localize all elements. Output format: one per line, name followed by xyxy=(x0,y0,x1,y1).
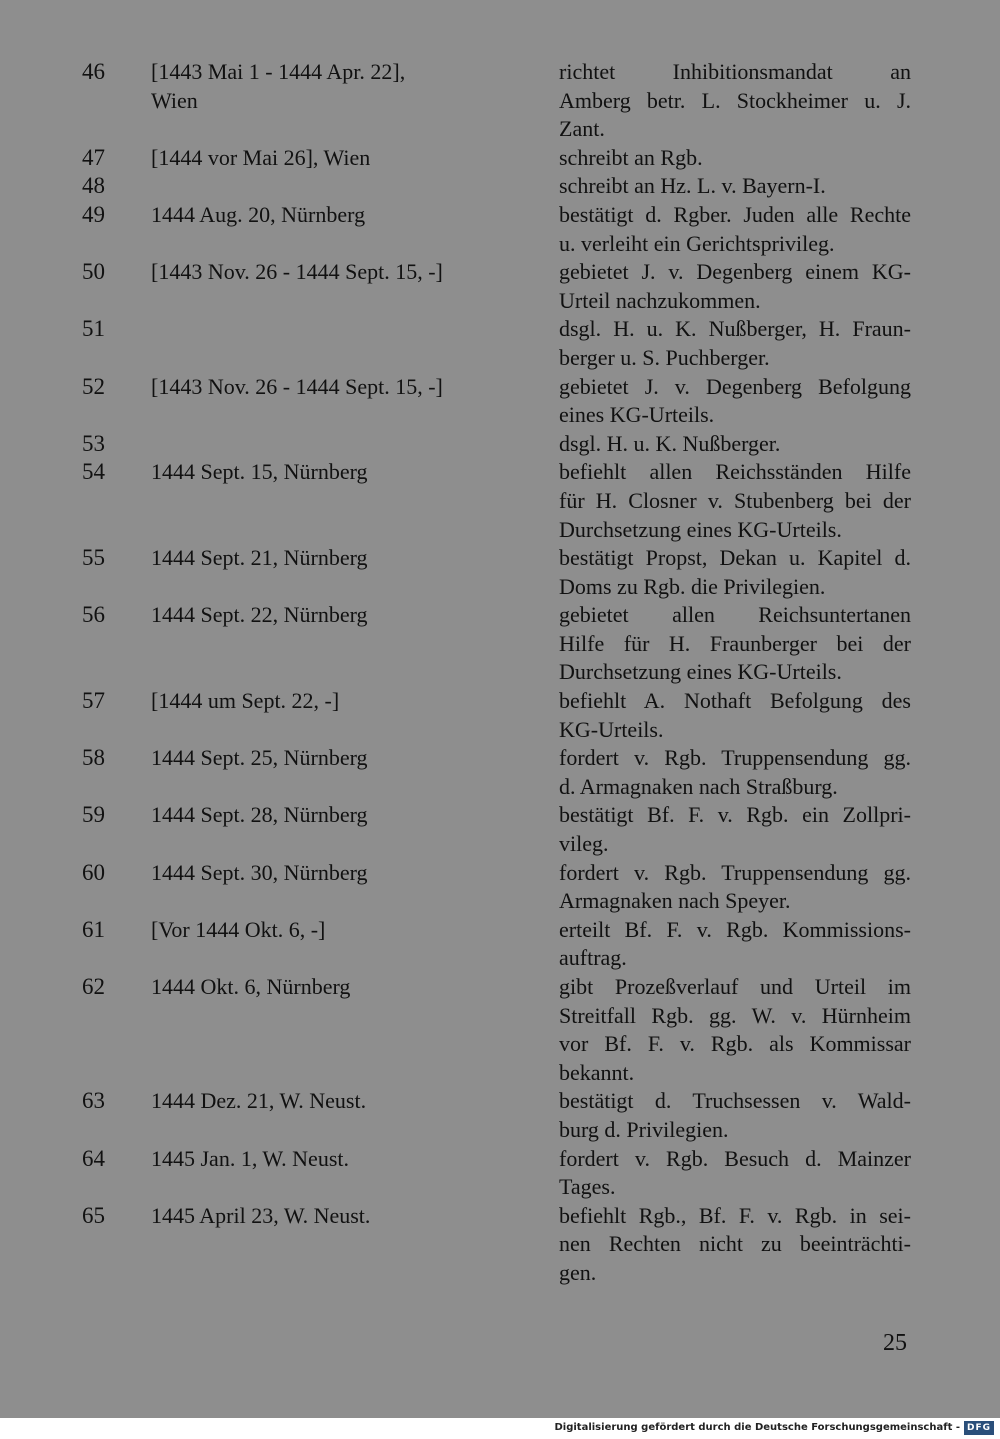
description-line: d. Armagnaken nach Straßburg. xyxy=(559,773,838,799)
footer-credit: Digitalisierung gefördert durch die Deutsche Forschungsgemeinschaft - xyxy=(554,1422,960,1433)
entry-number: 58 xyxy=(82,745,105,771)
entry-date: 1444 Dez. 21, W. Neust. xyxy=(151,1088,367,1114)
register-entry xyxy=(0,744,1000,801)
entry-description xyxy=(559,1202,911,1288)
entry-number: 60 xyxy=(82,859,105,885)
description-line: burg d. Privilegien. xyxy=(559,1116,729,1142)
entry-number: 65 xyxy=(82,1202,105,1228)
entry-date: 1444 Aug. 20, Nürnberg xyxy=(151,201,366,227)
register-entry xyxy=(0,973,1000,1087)
register-entry xyxy=(0,373,1000,430)
entry-description xyxy=(559,373,911,430)
description-line: für H. Closner v. Stubenberg bei der xyxy=(559,487,911,513)
description-line: bestätigt d. Truchsessen v. Wald- xyxy=(559,1088,911,1114)
entry-number: 53 xyxy=(82,430,105,456)
description-line: Zant. xyxy=(559,116,605,142)
description-line: bestätigt Propst, Dekan u. Kapitel d. xyxy=(559,545,911,571)
entry-date: 1444 Sept. 15, Nürnberg xyxy=(151,459,368,485)
dfg-logo: DFG xyxy=(964,1421,994,1435)
description-line: bestätigt d. Rgber. Juden alle Rechte xyxy=(559,201,911,227)
description-line: fordert v. Rgb. Besuch d. Mainzer xyxy=(559,1145,911,1171)
entry-date: 1444 Sept. 21, Nürnberg xyxy=(151,545,368,571)
description-line: fordert v. Rgb. Truppensendung gg. xyxy=(559,859,911,885)
register-entry xyxy=(0,1087,1000,1144)
description-line: gebietet J. v. Degenberg einem KG- xyxy=(559,259,911,285)
entry-number: 56 xyxy=(82,602,105,628)
entry-number: 52 xyxy=(82,373,105,399)
entry-number: 64 xyxy=(82,1145,105,1171)
description-line: befiehlt allen Reichsständen Hilfe xyxy=(559,459,911,485)
entry-description xyxy=(559,172,911,201)
description-line: dsgl. H. u. K. Nußberger. xyxy=(559,430,781,456)
entry-description xyxy=(559,430,911,459)
description-line: auftrag. xyxy=(559,945,627,971)
description-line: vileg. xyxy=(559,831,609,857)
description-line: befiehlt A. Nothaft Befolgung des xyxy=(559,688,911,714)
entry-description xyxy=(559,744,911,801)
entry-date: 1445 April 23, W. Neust. xyxy=(151,1202,371,1228)
entry-number: 61 xyxy=(82,916,105,942)
entry-number: 54 xyxy=(82,459,105,485)
entry-description xyxy=(559,801,911,858)
description-line: richtet Inhibitionsmandat an xyxy=(559,59,911,84)
entry-number: 55 xyxy=(82,545,105,571)
page-number: 25 xyxy=(883,1330,907,1356)
description-line: gibt Prozeßverlauf und Urteil im xyxy=(559,974,911,999)
register-entry xyxy=(0,144,1000,173)
description-line: schreibt an Hz. L. v. Bayern-I. xyxy=(559,173,826,199)
description-line: dsgl. H. u. K. Nußberger, H. Fraun- xyxy=(559,316,911,342)
description-line: nen Rechten nicht zu beeinträchti- xyxy=(559,1231,911,1257)
register-entry xyxy=(0,258,1000,315)
entry-number: 46 xyxy=(82,59,105,84)
register-entry xyxy=(0,458,1000,544)
description-line: erteilt Bf. F. v. Rgb. Kommissions- xyxy=(559,916,911,942)
description-line: gebietet allen Reichsuntertanen xyxy=(559,602,911,628)
description-line: fordert v. Rgb. Truppensendung gg. xyxy=(559,745,911,771)
entry-description xyxy=(559,144,911,173)
description-line: Tages. xyxy=(559,1174,616,1200)
description-line: bekannt. xyxy=(559,1059,635,1085)
register-entry xyxy=(0,859,1000,916)
register-list xyxy=(0,58,1000,1288)
description-line: vor Bf. F. v. Rgb. als Kommissar xyxy=(559,1031,911,1057)
entry-date: 1444 Sept. 28, Nürnberg xyxy=(151,802,368,828)
entry-description xyxy=(559,687,911,744)
entry-date: 1444 Sept. 30, Nürnberg xyxy=(151,859,368,885)
entry-description xyxy=(559,859,911,916)
entry-date: 1444 Sept. 25, Nürnberg xyxy=(151,745,368,771)
entry-number: 59 xyxy=(82,802,105,828)
entry-date: [1443 Nov. 26 - 1444 Sept. 15, -] xyxy=(151,259,443,285)
description-line: u. verleiht ein Gerichtsprivileg. xyxy=(559,230,835,256)
register-entry xyxy=(0,315,1000,372)
description-line: Urteil nachzukommen. xyxy=(559,287,761,313)
entry-date: 1444 Sept. 22, Nürnberg xyxy=(151,602,368,628)
register-entry xyxy=(0,601,1000,687)
description-line: eines KG-Urteils. xyxy=(559,402,715,428)
register-entry xyxy=(0,801,1000,858)
entry-description xyxy=(559,601,911,687)
description-line: Hilfe für H. Fraunberger bei der xyxy=(559,630,911,656)
description-line: Armagnaken nach Speyer. xyxy=(559,888,791,914)
entry-number: 63 xyxy=(82,1088,105,1114)
entry-date: [Vor 1444 Okt. 6, -] xyxy=(151,916,326,942)
description-line: gebietet J. v. Degenberg Befolgung xyxy=(559,373,911,399)
register-entry xyxy=(0,916,1000,973)
entry-date: [1444 vor Mai 26], Wien xyxy=(151,144,371,170)
description-line: Durchsetzung eines KG-Urteils. xyxy=(559,659,842,685)
description-line: bestätigt Bf. F. v. Rgb. ein Zollpri- xyxy=(559,802,911,828)
entry-description xyxy=(559,458,911,544)
entry-date: 1444 Okt. 6, Nürnberg xyxy=(151,974,351,999)
entry-description xyxy=(559,1087,911,1144)
description-line: Durchsetzung eines KG-Urteils. xyxy=(559,516,842,542)
entry-number: 62 xyxy=(82,974,105,999)
entry-description xyxy=(559,315,911,372)
entry-date: [1443 Nov. 26 - 1444 Sept. 15, -] xyxy=(151,373,443,399)
entry-description xyxy=(559,201,911,258)
entry-number: 50 xyxy=(82,259,105,285)
entry-number: 48 xyxy=(82,173,105,199)
register-entry xyxy=(0,172,1000,201)
entry-number: 51 xyxy=(82,316,105,342)
entry-date: [1443 Mai 1 - 1444 Apr. 22], Wien xyxy=(151,59,406,113)
description-line: gen. xyxy=(559,1259,597,1285)
description-line: KG-Urteils. xyxy=(559,716,664,742)
description-line: Amberg betr. L. Stockheimer u. J. xyxy=(559,87,911,113)
description-line: Streitfall Rgb. gg. W. v. Hürnheim xyxy=(559,1002,911,1028)
entry-description xyxy=(559,544,911,601)
description-line: Doms zu Rgb. die Privilegien. xyxy=(559,573,826,599)
description-line: befiehlt Rgb., Bf. F. v. Rgb. in sei- xyxy=(559,1202,911,1228)
entry-description xyxy=(559,1145,911,1202)
register-entry xyxy=(0,544,1000,601)
register-entry xyxy=(0,58,1000,144)
description-line: schreibt an Rgb. xyxy=(559,144,703,170)
entry-description xyxy=(559,973,911,1087)
entry-description xyxy=(559,58,911,144)
description-line: berger u. S. Puchberger. xyxy=(559,344,770,370)
register-entry xyxy=(0,687,1000,744)
entry-number: 57 xyxy=(82,688,105,714)
entry-date: 1445 Jan. 1, W. Neust. xyxy=(151,1145,349,1171)
register-entry xyxy=(0,430,1000,459)
register-entry xyxy=(0,1145,1000,1202)
register-entry xyxy=(0,1202,1000,1288)
entry-date: [1444 um Sept. 22, -] xyxy=(151,688,340,714)
entry-description xyxy=(559,916,911,973)
entry-number: 47 xyxy=(82,144,105,170)
entry-description xyxy=(559,258,911,315)
register-entry xyxy=(0,201,1000,258)
footer-bar xyxy=(0,1418,1000,1439)
entry-number: 49 xyxy=(82,201,105,227)
